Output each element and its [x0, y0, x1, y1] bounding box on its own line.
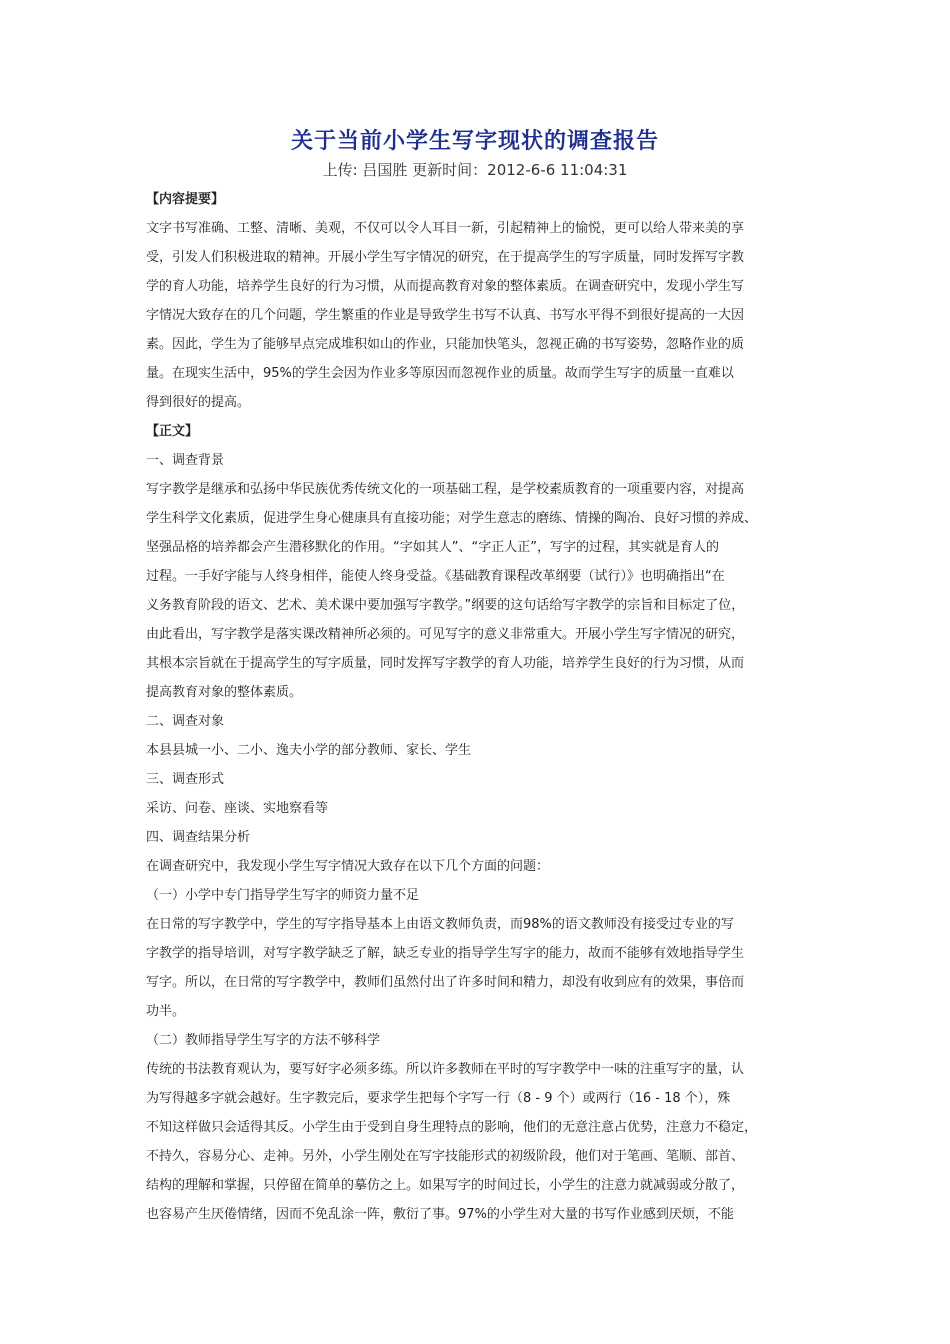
text-line: 功半。 [146, 1004, 186, 1019]
text-line: 三、调查形式 [146, 772, 225, 787]
section-heading: 【内容提要】 [146, 192, 225, 207]
text-line: 本县县城一小、二小、逸夫小学的部分教师、家长、学生 [146, 743, 472, 758]
text-line: 量。在现实生活中，95%的学生会因为作业多等原因而忽视作业的质量。故而学生写字的质量一直难以 [146, 366, 734, 381]
text-line: 一、调查背景 [146, 453, 225, 468]
text-line: 受，引发人们积极进取的精神。开展小学生写字情况的研究，在于提高学生的写字质量，同时发挥写字教 [146, 250, 745, 265]
text-line: 义务教育阶段的语文、艺术、美术课中要加强写字教学。”纲要的这句话给写字教学的宗旨和目标定了位， [146, 598, 745, 613]
text-line: 字情况大致存在的几个问题，学生繁重的作业是导致学生书写不认真、书写水平得不到很好提高的一大因 [146, 308, 745, 323]
upload-meta: 上传: 吕国胜 更新时间：2012-6-6 11:04:31 [322, 161, 628, 179]
text-line: 在日常的写字教学中，学生的写字指导基本上由语文教师负责，而98%的语文教师没有接受过专业的写 [146, 917, 734, 932]
text-line: 其根本宗旨就在于提高学生的写字质量，同时发挥写字教学的育人功能，培养学生良好的行为习惯，从而 [146, 656, 745, 671]
text-line: 学的育人功能，培养学生良好的行为习惯，从而提高教育对象的整体素质。在调查研究中，发现小学生写 [146, 279, 745, 294]
text-line: （一）小学中专门指导学生写字的师资力量不足 [146, 888, 420, 903]
text-line: 采访、问卷、座谈、实地察看等 [146, 801, 329, 816]
section-heading: 【正文】 [146, 424, 199, 439]
text-line: 文字书写准确、工整、清晰、美观，不仅可以令人耳目一新，引起精神上的愉悦，更可以给人带来美的享 [146, 221, 745, 236]
text-line: 二、调查对象 [146, 714, 225, 729]
text-line: 过程。一手好字能与人终身相伴，能使人终身受益。《基础教育课程改革纲要（试行）》也明确指出“在 [146, 569, 725, 584]
text-line: 提高教育对象的整体素质。 [146, 685, 303, 700]
document-body [146, 185, 818, 1229]
text-line: 坚强品格的培养都会产生潜移默化的作用。“字如其人”、“字正人正”，写字的过程，其实就是育人的 [146, 540, 719, 555]
text-line: 字教学的指导培训，对写字教学缺乏了解，缺乏专业的指导学生写字的能力，故而不能够有效地指导学生 [146, 946, 745, 961]
text-line: 为写得越多字就会越好。生字教完后，要求学生把每个字写一行（8 - 9 个）或两行（16 - 18 个），殊 [146, 1091, 731, 1106]
text-line: 素。因此，学生为了能够早点完成堆积如山的作业，只能加快笔头，忽视正确的书写姿势，忽略作业的质 [146, 337, 745, 352]
text-line: 写字。所以，在日常的写字教学中，教师们虽然付出了许多时间和精力，却没有收到应有的效果，事倍而 [146, 975, 745, 990]
text-line: 学生科学文化素质，促进学生身心健康具有直接功能；对学生意志的磨练、情操的陶冶、良好习惯的养成、 [146, 511, 758, 526]
text-line: 由此看出，写字教学是落实课改精神所必须的。可见写字的意义非常重大。开展小学生写字情况的研究， [146, 627, 745, 642]
text-line: 不知这样做只会适得其反。小学生由于受到自身生理特点的影响，他们的无意注意占优势，注意力不稳定， [146, 1120, 758, 1135]
text-line: 不持久，容易分心、走神。另外，小学生刚处在写字技能形式的初级阶段，他们对于笔画、笔顺、部首、 [146, 1149, 745, 1164]
text-line: 传统的书法教育观认为，要写好字必须多练。所以许多教师在平时的写字教学中一味的注重写字的量，认 [146, 1062, 745, 1077]
text-line: （二）教师指导学生写字的方法不够科学 [146, 1033, 381, 1048]
text-line: 四、调查结果分析 [146, 830, 251, 845]
document-title: 关于当前小学生写字现状的调查报告 [290, 129, 659, 154]
text-line: 在调查研究中，我发现小学生写字情况大致存在以下几个方面的问题： [146, 859, 550, 874]
text-line: 结构的理解和掌握，只停留在简单的摹仿之上。如果写字的时间过长，小学生的注意力就减弱或分散了， [146, 1178, 745, 1193]
text-line: 得到很好的提高。 [146, 395, 251, 410]
text-line: 写字教学是继承和弘扬中华民族优秀传统文化的一项基础工程，是学校素质教育的一项重要内容，对提高 [146, 482, 745, 497]
text-line: 也容易产生厌倦情绪，因而不免乱涂一阵，敷衍了事。97%的小学生对大量的书写作业感到厌烦，不能 [146, 1207, 734, 1222]
